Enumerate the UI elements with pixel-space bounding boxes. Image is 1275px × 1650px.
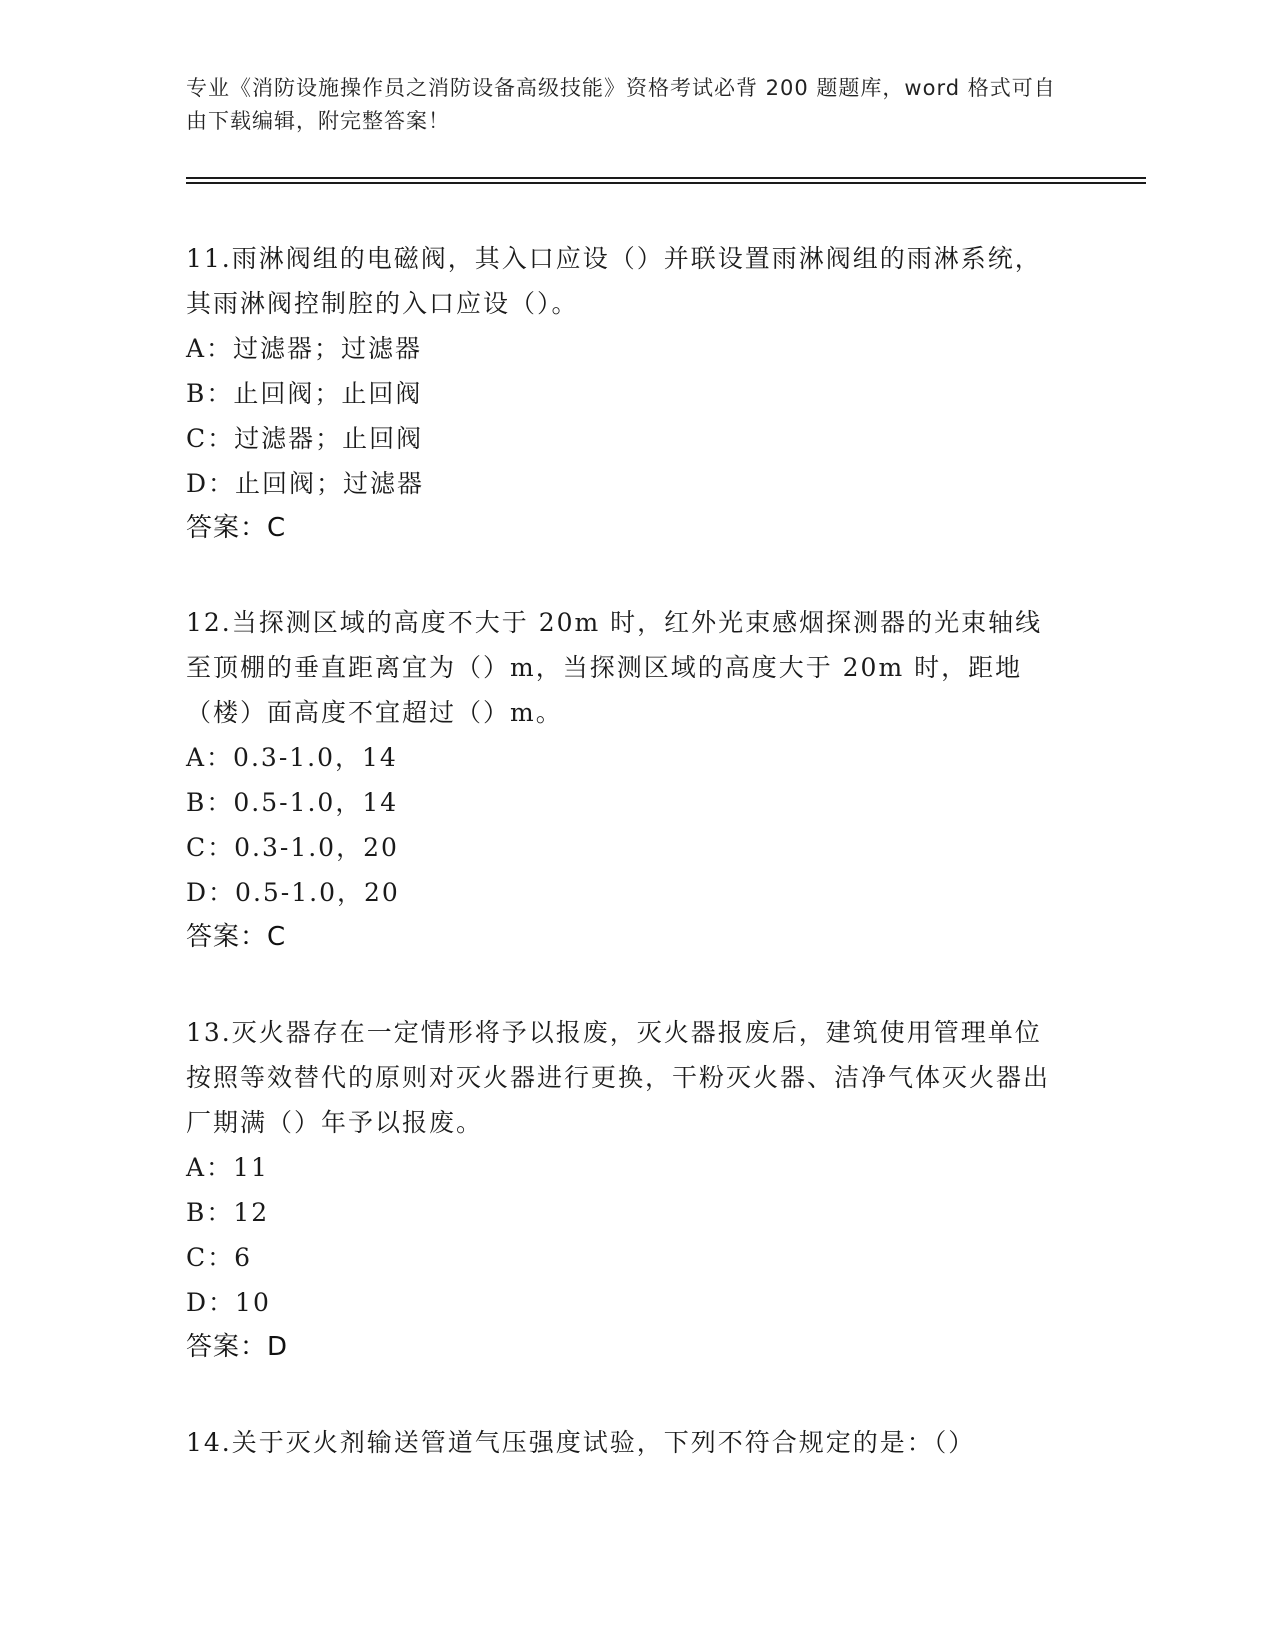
answer: 答案：D [186, 1332, 289, 1362]
question-13 [186, 1010, 1066, 1370]
answer: 答案：C [186, 922, 287, 952]
option-a: A：0.3-1.0，14 [186, 743, 398, 772]
question-stem: 12.当探测区域的高度不大于 20m 时，红外光束感烟探测器的光束轴线至顶棚的垂直距离宜为（）m，当探测区域的高度大于 20m 时，距地（楼）面高度不宜超过（）m。 [186, 608, 1043, 727]
header-divider-bottom [186, 182, 1146, 184]
option-d: D：0.5-1.0，20 [186, 878, 400, 907]
option-d: D：止回阀；过滤器 [186, 469, 425, 498]
question-stem: 13.灭火器存在一定情形将予以报废，灭火器报废后，建筑使用管理单位按照等效替代的原则对灭火器进行更换，干粉灭火器、洁净气体灭火器出厂期满（）年予以报废。 [186, 1018, 1051, 1137]
question-stem: 14.关于灭火剂输送管道气压强度试验，下列不符合规定的是：（） [186, 1428, 976, 1457]
option-b: B：12 [186, 1198, 270, 1227]
option-a: A：过滤器；过滤器 [186, 334, 423, 363]
question-12 [186, 600, 1066, 960]
header-divider-top [186, 177, 1146, 179]
option-a: A：11 [186, 1153, 269, 1182]
question-11 [186, 236, 1066, 551]
answer: 答案：C [186, 513, 287, 543]
question-stem: 11.雨淋阀组的电磁阀，其入口应设（）并联设置雨淋阀组的雨淋系统，其雨淋阀控制腔的入口应设（）。 [186, 244, 1042, 318]
question-14 [186, 1420, 1066, 1465]
option-d: D：10 [186, 1288, 271, 1317]
option-c: C：6 [186, 1243, 253, 1272]
option-c: C：过滤器；止回阀 [186, 424, 424, 453]
option-b: B：止回阀；止回阀 [186, 379, 423, 408]
option-c: C：0.3-1.0，20 [186, 833, 399, 862]
option-b: B：0.5-1.0，14 [186, 788, 399, 817]
document-intro: 专业《消防设施操作员之消防设备高级技能》资格考试必背 200 题题库，word 格式可自由下载编辑，附完整答案！ [186, 76, 1056, 133]
